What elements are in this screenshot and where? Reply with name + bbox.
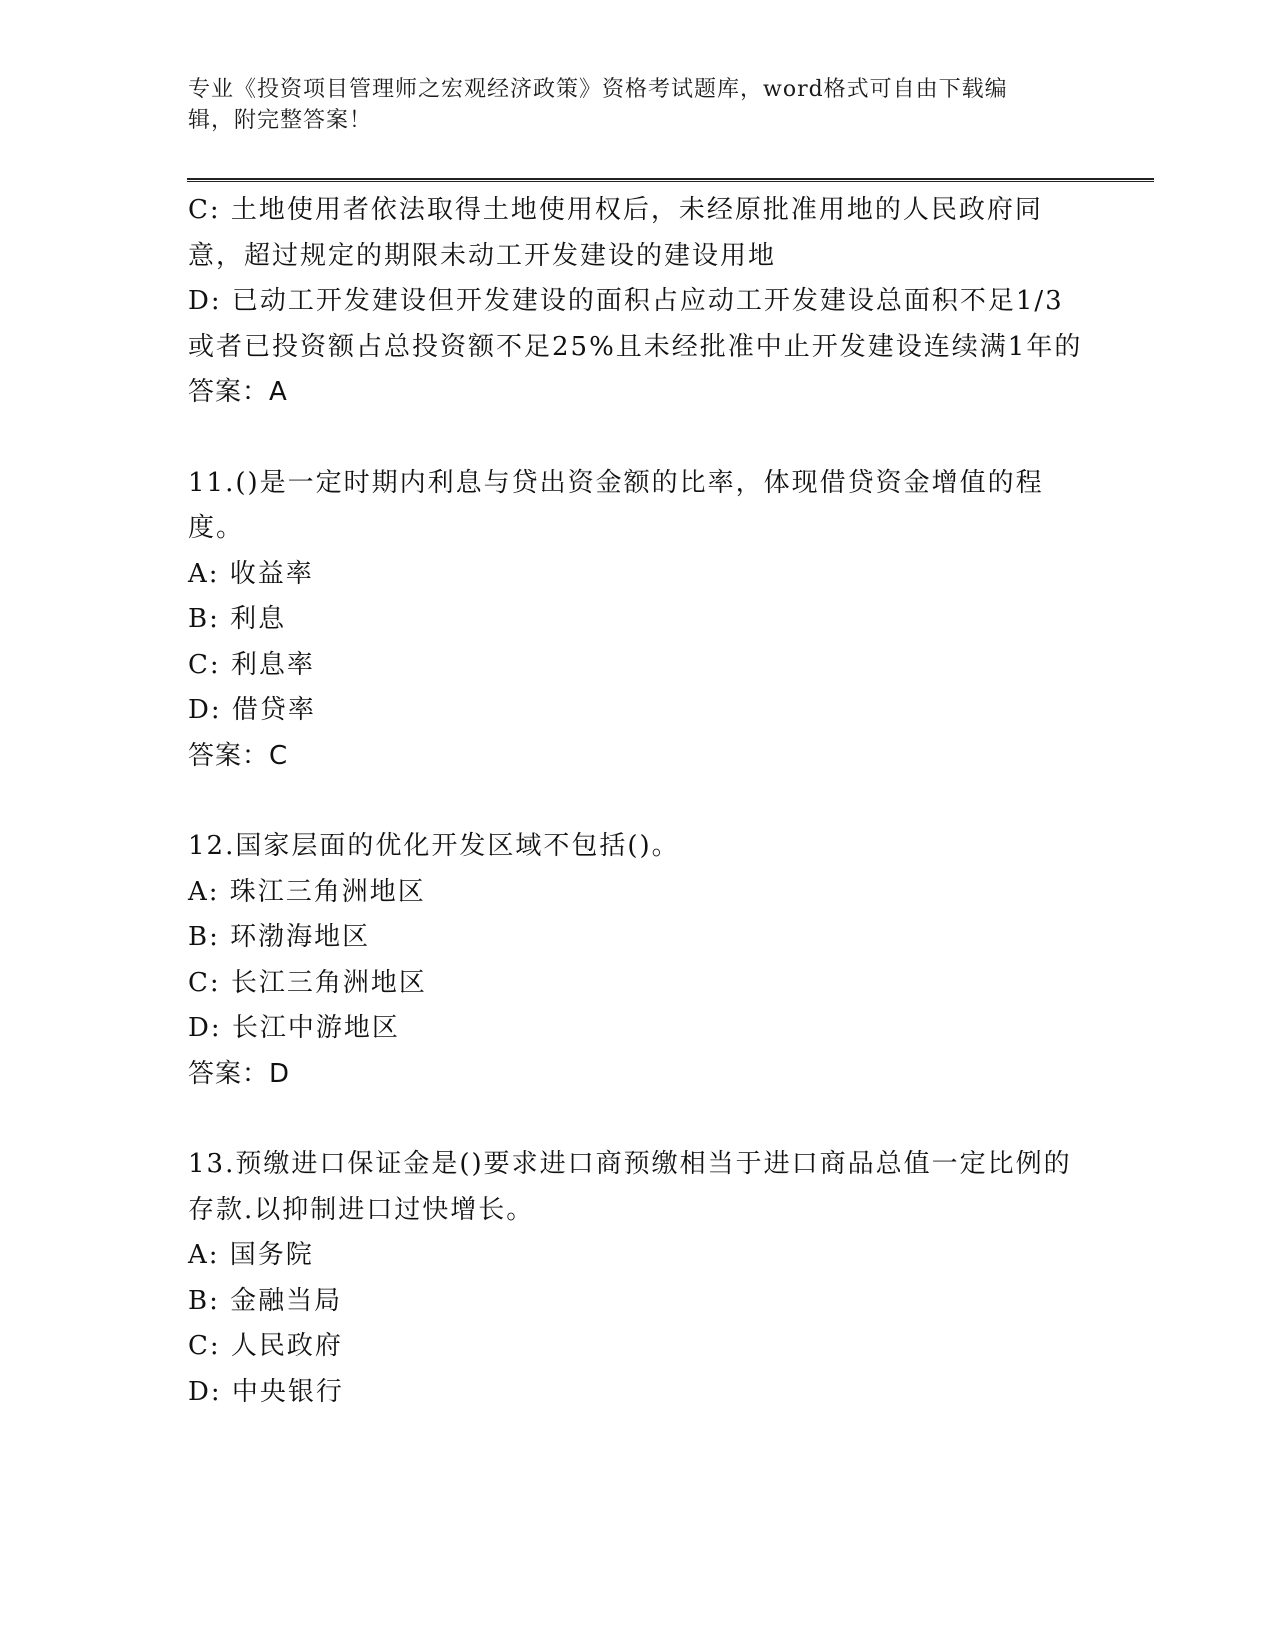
option-d: D: 中央银行 <box>188 1376 344 1407</box>
previous-question-continuation <box>188 188 1088 416</box>
option-d: D: 长江中游地区 <box>188 1013 400 1043</box>
option-c: C: 利息率 <box>188 649 315 680</box>
option-c: C: 长江三角洲地区 <box>188 967 427 998</box>
answer-line: 答案：A <box>188 377 288 407</box>
page-header <box>188 74 1068 136</box>
header-line-2: 辑，附完整答案！ <box>188 108 373 133</box>
option-b: B: 金融当局 <box>188 1285 343 1316</box>
answer-line: 答案：D <box>188 1058 291 1089</box>
answer-line: 答案：C <box>188 740 289 771</box>
document-body <box>188 188 1088 1415</box>
question-text: 12.国家层面的优化开发区域不包括()。 <box>188 831 680 861</box>
option-a: A: 收益率 <box>188 558 314 589</box>
question-text: 13.预缴进口保证金是()要求进口商预缴相当于进口商品总值一定比例的存款.以抑制进口过快增长。 <box>188 1149 1072 1225</box>
option-b: B: 利息 <box>188 604 287 634</box>
option-c: C: 土地使用者依法取得土地使用权后，未经原批准用地的人民政府同意，超过规定的期限未动工开发建设的建设用地 <box>188 195 1043 271</box>
option-b: B: 环渤海地区 <box>188 922 371 952</box>
question-11 <box>188 461 1088 780</box>
option-a: A: 珠江三角洲地区 <box>188 876 426 907</box>
question-13 <box>188 1142 1088 1415</box>
header-line-1: 专业《投资项目管理师之宏观经济政策》资格考试题库，word格式可自由下载编 <box>188 77 1008 102</box>
question-text: 11.()是一定时期内利息与贷出资金额的比率，体现借贷资金增值的程度。 <box>188 467 1044 543</box>
option-c: C: 人民政府 <box>188 1331 343 1361</box>
option-d: D: 已动工开发建设但开发建设的面积占应动工开发建设总面积不足1/3或者已投资额占总投资额不足25%且未经批准中止开发建设连续满1年的 <box>188 286 1083 362</box>
header-divider <box>187 178 1154 182</box>
option-a: A: 国务院 <box>188 1240 314 1270</box>
question-12 <box>188 824 1088 1097</box>
option-d: D: 借贷率 <box>188 695 316 725</box>
